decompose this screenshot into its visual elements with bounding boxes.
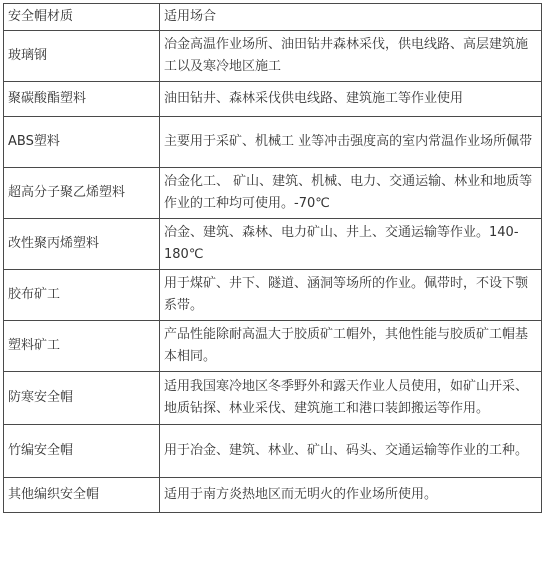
table-row <box>4 270 542 321</box>
usage-cell: 冶金化工、 矿山、建筑、机械、电力、交通运输、林业和地质等作业的工种均可使用。-70℃ <box>160 168 542 219</box>
table-row <box>4 372 542 425</box>
table-row <box>4 82 542 117</box>
table-header-row <box>4 4 542 31</box>
material-cell: ABS塑料 <box>4 117 160 168</box>
table-row <box>4 168 542 219</box>
usage-cell: 用于冶金、建筑、林业、矿山、码头、交通运输等作业的工种。 <box>160 425 542 478</box>
usage-cell: 适用于南方炎热地区而无明火的作业场所使用。 <box>160 478 542 513</box>
material-cell: 防寒安全帽 <box>4 372 160 425</box>
table-row <box>4 31 542 82</box>
usage-cell: 适用我国寒冷地区冬季野外和露天作业人员使用，如矿山开采、地质钻探、林业采伐、建筑施工和港口装卸搬运等作用。 <box>160 372 542 425</box>
usage-cell: 产品性能除耐高温大于胶质矿工帽外，其他性能与胶质矿工帽基本相同。 <box>160 321 542 372</box>
material-cell: 聚碳酸酯塑料 <box>4 82 160 117</box>
material-cell: 改性聚丙烯塑料 <box>4 219 160 270</box>
usage-cell: 冶金高温作业场所、油田钻井森林采伐，供电线路、高层建筑施工以及寒冷地区施工 <box>160 31 542 82</box>
table-row <box>4 478 542 513</box>
material-cell: 其他编织安全帽 <box>4 478 160 513</box>
material-cell: 塑料矿工 <box>4 321 160 372</box>
table-row <box>4 425 542 478</box>
header-material: 安全帽材质 <box>4 4 160 31</box>
usage-cell: 冶金、建筑、森林、电力矿山、井上、交通运输等作业。140-180℃ <box>160 219 542 270</box>
usage-cell: 用于煤矿、井下、隧道、涵洞等场所的作业。佩带时，不设下颚系带。 <box>160 270 542 321</box>
usage-cell: 主要用于采矿、机械工 业等冲击强度高的室内常温作业场所佩带 <box>160 117 542 168</box>
table-row <box>4 219 542 270</box>
material-cell: 超高分子聚乙烯塑料 <box>4 168 160 219</box>
usage-cell: 油田钻井、森林采伐供电线路、建筑施工等作业使用 <box>160 82 542 117</box>
helmet-material-table <box>3 3 542 513</box>
material-cell: 竹编安全帽 <box>4 425 160 478</box>
table-row <box>4 117 542 168</box>
material-cell: 胶布矿工 <box>4 270 160 321</box>
table-row <box>4 321 542 372</box>
header-usage: 适用场合 <box>160 4 542 31</box>
material-cell: 玻璃钢 <box>4 31 160 82</box>
